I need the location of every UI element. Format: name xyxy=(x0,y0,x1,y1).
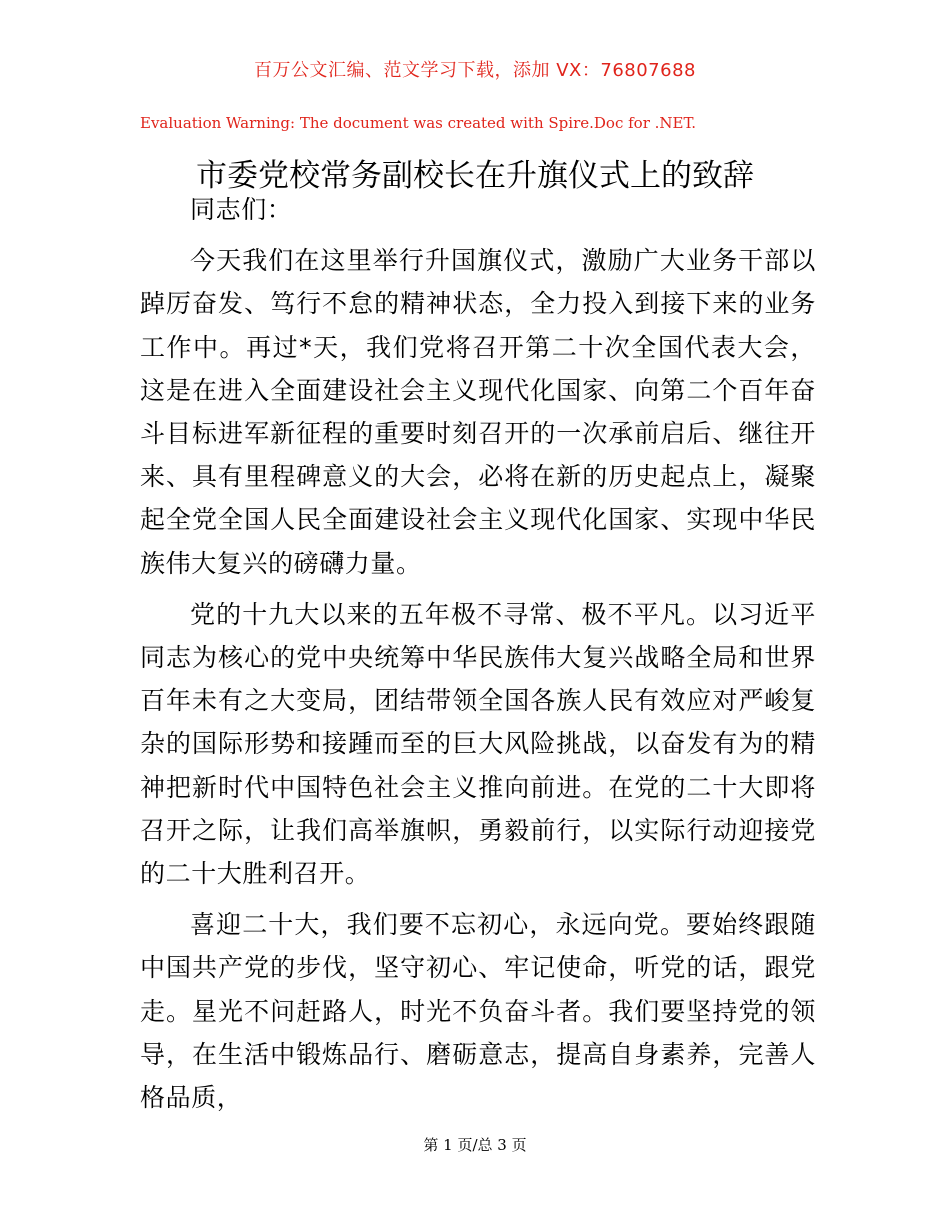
paragraph: 喜迎二十大，我们要不忘初心，永远向党。要始终跟随中国共产党的步伐，坚守初心、牢记使命，听党的话，跟党走。星光不问赶路人，时光不负奋斗者。我们要坚持党的领导，在生活中锻炼品行、磨砺意志，提高自身素养，完善人格品质， xyxy=(140,910,816,1113)
paragraph: 今天我们在这里举行升国旗仪式，激励广大业务干部以踔厉奋发、笃行不怠的精神状态，全力投入到接下来的业务工作中。再过*天，我们党将召开第二十次全国代表大会，这是在进入全面建设社会主义现代化国家、向第二个百年奋斗目标进军新征程的重要时刻召开的一次承前启后、继往开来、具有里程碑意义的大会，必将在新的历史起点上，凝聚起全党全国人民全面建设社会主义现代化国家、实现中华民族伟大复兴的磅礴力量。 xyxy=(140,246,816,578)
evaluation-warning: Evaluation Warning: The document was created with Spire.Doc for .NET. xyxy=(140,114,697,132)
paragraph: 党的十九大以来的五年极不寻常、极不平凡。以习近平同志为核心的党中央统筹中华民族伟大复兴战略全局和世界百年未有之大变局，团结带领全国各族人民有效应对严峻复杂的国际形势和接踵而至的巨大风险挑战，以奋发有为的精神把新时代中国特色社会主义推向前进。在党的二十大即将召开之际，让我们高举旗帜，勇毅前行，以实际行动迎接党的二十大胜利召开。 xyxy=(140,599,816,889)
document-title: 市委党校常务副校长在升旗仪式上的致辞 xyxy=(196,158,754,194)
document-body xyxy=(140,188,816,1119)
page-number: 第 1 页/总 3 页 xyxy=(423,1136,527,1154)
header-banner: 百万公文汇编、范文学习下载，添加 VX：76807688 xyxy=(254,60,696,81)
greeting: 同志们： xyxy=(190,195,293,224)
